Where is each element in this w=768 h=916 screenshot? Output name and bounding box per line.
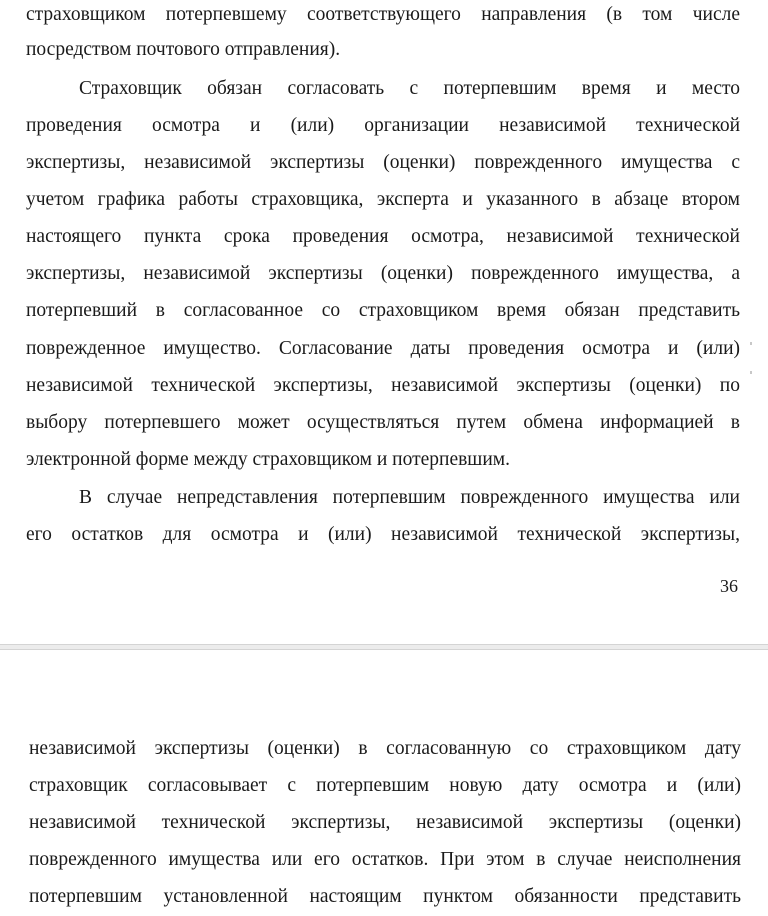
text-line: страховщиком потерпевшему соответствующего направления (в том числе (26, 4, 740, 25)
text-line: выбору потерпевшего может осуществляться путем обмена информацией в (26, 412, 740, 433)
text-line: экспертизы, независимой экспертизы (оценки) поврежденного имущества с (26, 152, 740, 173)
text-line: проведения осмотра и (или) организации независимой технической (26, 115, 740, 136)
text-line: настоящего пункта срока проведения осмотра, независимой технической (26, 226, 740, 247)
text-line: электронной форме между страховщиком и потерпевшим. (26, 449, 510, 470)
paragraph-start-line: Страховщик обязан согласовать с потерпевшим время и место (79, 78, 740, 99)
paragraph-start-line: В случае непредставления потерпевшим поврежденного имущества или (79, 487, 740, 508)
scan-speck (750, 342, 752, 345)
text-line: поврежденное имущество. Согласование даты проведения осмотра и (или) (26, 338, 740, 359)
document-page-37 (0, 650, 768, 916)
text-line: независимой технической экспертизы, независимой экспертизы (оценки) (29, 812, 741, 833)
text-line: независимой экспертизы (оценки) в согласованную со страховщиком дату (29, 738, 741, 759)
scan-speck (750, 371, 752, 374)
text-line: его остатков для осмотра и (или) независимой технической экспертизы, (26, 524, 740, 545)
text-line: потерпевшим установленной настоящим пунктом обязанности представить (29, 886, 741, 907)
text-line: поврежденного имущества или его остатков. При этом в случае неисполнения (29, 849, 741, 870)
text-line: посредством почтового отправления). (26, 39, 341, 60)
text-line: страховщик согласовывает с потерпевшим новую дату осмотра и (или) (29, 775, 741, 796)
page-number: 36 (720, 576, 738, 596)
text-line: независимой технической экспертизы, независимой экспертизы (оценки) по (26, 375, 740, 396)
text-line: учетом графика работы страховщика, эксперта и указанного в абзаце втором (26, 189, 740, 210)
text-line: потерпевший в согласованное со страховщиком время обязан представить (26, 300, 740, 321)
text-line: экспертизы, независимой экспертизы (оценки) поврежденного имущества, а (26, 263, 740, 284)
